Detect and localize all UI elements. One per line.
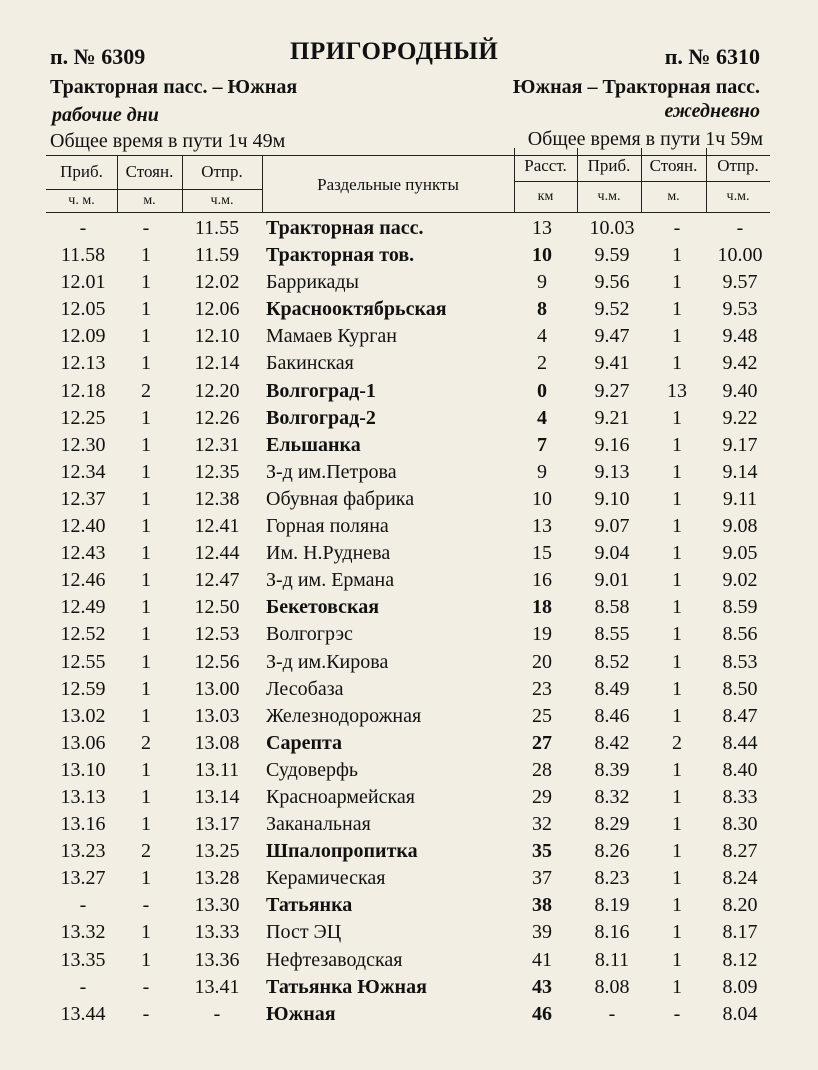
station-name: З-д им.Петрова bbox=[266, 460, 397, 483]
return-stop-minutes: 1 bbox=[672, 569, 682, 592]
arrival-time: 12.43 bbox=[60, 542, 106, 565]
return-stop-minutes: 1 bbox=[672, 867, 682, 890]
stop-minutes: 1 bbox=[141, 271, 151, 294]
arrival-time: 12.52 bbox=[60, 623, 106, 646]
stop-minutes: 1 bbox=[141, 948, 151, 971]
arrival-time: 13.06 bbox=[60, 731, 106, 754]
departure-time: 13.28 bbox=[194, 867, 240, 890]
arrival-time: 13.23 bbox=[60, 840, 106, 863]
return-stop-minutes: 1 bbox=[672, 352, 682, 375]
departure-time: 12.26 bbox=[194, 406, 240, 429]
right-route: Южная – Тракторная пасс. bbox=[512, 76, 760, 98]
return-arrival-time: 9.04 bbox=[594, 542, 630, 565]
return-stop-minutes: 13 bbox=[667, 379, 687, 402]
return-arrival-time: 8.55 bbox=[594, 623, 630, 646]
station-name: Горная поляна bbox=[266, 515, 389, 538]
stop-minutes: 2 bbox=[141, 379, 151, 402]
station-name: Волгоград-2 bbox=[266, 406, 376, 429]
table-row bbox=[0, 594, 818, 621]
departure-time: 12.06 bbox=[194, 298, 240, 321]
return-departure-time: 9.02 bbox=[722, 569, 758, 592]
departure-time: 13.41 bbox=[194, 975, 240, 998]
return-arrival-time: 9.41 bbox=[594, 352, 630, 375]
table-row bbox=[0, 838, 818, 865]
col-header-distance: Расст. bbox=[524, 156, 567, 175]
stop-minutes: - bbox=[142, 975, 150, 998]
departure-time: 12.44 bbox=[194, 542, 240, 565]
return-departure-time: 8.44 bbox=[722, 731, 758, 754]
stop-minutes: 1 bbox=[141, 406, 151, 429]
station-name: Татьянка bbox=[266, 894, 353, 917]
table-row bbox=[0, 513, 818, 540]
return-departure-time: 8.09 bbox=[722, 975, 758, 998]
return-stop-minutes: 1 bbox=[672, 758, 682, 781]
return-stop-minutes: 1 bbox=[672, 704, 682, 727]
arrival-time: 12.30 bbox=[60, 433, 106, 456]
return-stop-minutes: 1 bbox=[672, 623, 682, 646]
departure-time: 11.55 bbox=[194, 217, 240, 239]
table-row bbox=[0, 323, 818, 350]
stop-minutes: 1 bbox=[141, 352, 151, 375]
arrival-time: 12.40 bbox=[60, 515, 106, 538]
return-arrival-time: 9.13 bbox=[594, 460, 630, 483]
distance-km: 10 bbox=[532, 244, 552, 267]
return-stop-minutes: 1 bbox=[672, 244, 682, 267]
distance-km: 18 bbox=[532, 596, 552, 619]
return-departure-time: 8.47 bbox=[722, 704, 758, 727]
return-departure-time: 9.53 bbox=[722, 298, 758, 321]
arrival-time: 12.59 bbox=[60, 677, 106, 700]
return-departure-time: 9.48 bbox=[722, 325, 758, 348]
arrival-time: 12.05 bbox=[60, 298, 106, 321]
stop-minutes: 1 bbox=[141, 460, 151, 483]
col-header-arrival-return: Приб. bbox=[587, 156, 631, 175]
unit-departure-return: ч.м. bbox=[726, 189, 750, 204]
return-departure-time: 9.40 bbox=[722, 379, 758, 402]
stop-minutes: 1 bbox=[141, 569, 151, 592]
departure-time: 13.03 bbox=[194, 704, 240, 727]
station-name: Татьянка Южная bbox=[266, 975, 427, 998]
distance-km: 8 bbox=[537, 298, 547, 321]
departure-time: 13.17 bbox=[194, 813, 240, 836]
return-arrival-time: 8.23 bbox=[594, 867, 630, 890]
right-days: ежедневно bbox=[664, 100, 760, 122]
return-arrival-time: 9.16 bbox=[594, 433, 630, 456]
table-row bbox=[0, 459, 818, 486]
table-row bbox=[0, 865, 818, 892]
departure-time: 12.53 bbox=[194, 623, 240, 646]
arrival-time: 13.02 bbox=[60, 704, 106, 727]
return-arrival-time: 9.21 bbox=[594, 406, 630, 429]
return-stop-minutes: 1 bbox=[672, 948, 682, 971]
station-name: Им. Н.Руднева bbox=[266, 542, 391, 565]
col-header-stations: Раздельные пункты bbox=[317, 175, 459, 194]
station-name: Лесобаза bbox=[266, 677, 344, 700]
unit-arrival-return: ч.м. bbox=[597, 189, 621, 204]
station-name: Волгоград-1 bbox=[266, 379, 376, 402]
station-name: Нефтезаводская bbox=[266, 948, 403, 971]
distance-km: 9 bbox=[537, 271, 547, 294]
distance-km: 29 bbox=[532, 785, 552, 808]
distance-km: 20 bbox=[532, 650, 552, 673]
departure-time: 12.10 bbox=[194, 325, 240, 348]
return-departure-time: - bbox=[736, 217, 744, 239]
return-departure-time: 9.05 bbox=[722, 542, 758, 565]
distance-km: 13 bbox=[532, 217, 552, 239]
departure-time: 13.33 bbox=[194, 921, 240, 944]
station-name: Мамаев Курган bbox=[266, 325, 397, 348]
return-stop-minutes: 1 bbox=[672, 298, 682, 321]
col-header-arrival: Приб. bbox=[60, 162, 103, 181]
header-mid-line-right bbox=[514, 181, 770, 182]
arrival-time: 13.10 bbox=[60, 758, 106, 781]
arrival-time: 12.25 bbox=[60, 406, 106, 429]
left-total-time: Общее время в пути 1ч 49м bbox=[50, 130, 286, 152]
distance-km: 41 bbox=[532, 948, 552, 971]
departure-time: 12.02 bbox=[194, 271, 240, 294]
departure-time: 12.14 bbox=[194, 352, 240, 375]
distance-km: 32 bbox=[532, 813, 552, 836]
station-name: Судоверфь bbox=[266, 758, 359, 781]
stop-minutes: 1 bbox=[141, 704, 151, 727]
return-stop-minutes: 1 bbox=[672, 325, 682, 348]
return-arrival-time: 8.58 bbox=[594, 596, 630, 619]
departure-time: 12.50 bbox=[194, 596, 240, 619]
departure-time: 13.08 bbox=[194, 731, 240, 754]
station-name: Краснооктябрьская bbox=[266, 298, 447, 321]
arrival-time: - bbox=[79, 217, 87, 239]
left-route: Тракторная пасс. – Южная bbox=[50, 76, 298, 98]
return-arrival-time: 8.49 bbox=[594, 677, 630, 700]
stop-minutes: 1 bbox=[141, 325, 151, 348]
right-train-number: п. № 6310 bbox=[664, 44, 760, 69]
departure-time: 12.31 bbox=[194, 433, 240, 456]
table-row bbox=[0, 676, 818, 703]
return-departure-time: 8.04 bbox=[722, 1002, 758, 1025]
station-name: Заканальная bbox=[266, 813, 371, 836]
arrival-time: 12.01 bbox=[60, 271, 106, 294]
table-row bbox=[0, 350, 818, 377]
stop-minutes: 1 bbox=[141, 298, 151, 321]
stop-minutes: 1 bbox=[141, 867, 151, 890]
arrival-time: 12.18 bbox=[60, 379, 106, 402]
departure-time: - bbox=[213, 1002, 221, 1025]
table-row bbox=[0, 215, 818, 242]
station-name: Обувная фабрика bbox=[266, 487, 415, 510]
distance-km: 13 bbox=[532, 515, 552, 538]
return-arrival-time: 8.29 bbox=[594, 813, 630, 836]
unit-stop-return: м. bbox=[667, 189, 680, 204]
distance-km: 35 bbox=[532, 840, 552, 863]
return-departure-time: 9.08 bbox=[722, 515, 758, 538]
col-header-departure: Отпр. bbox=[201, 162, 243, 181]
return-stop-minutes: 1 bbox=[672, 894, 682, 917]
return-arrival-time: 8.32 bbox=[594, 785, 630, 808]
distance-km: 0 bbox=[537, 379, 547, 402]
return-departure-time: 9.11 bbox=[722, 487, 758, 510]
return-departure-time: 9.17 bbox=[722, 433, 758, 456]
return-arrival-time: - bbox=[608, 1002, 616, 1025]
return-departure-time: 9.14 bbox=[722, 460, 758, 483]
return-arrival-time: 9.56 bbox=[594, 271, 630, 294]
stop-minutes: 1 bbox=[141, 650, 151, 673]
arrival-time: 13.32 bbox=[60, 921, 106, 944]
distance-km: 25 bbox=[532, 704, 552, 727]
return-arrival-time: 8.08 bbox=[594, 975, 630, 998]
right-total-time: Общее время в пути 1ч 59м bbox=[527, 128, 763, 150]
stop-minutes: 2 bbox=[141, 731, 151, 754]
distance-km: 43 bbox=[532, 975, 552, 998]
departure-time: 13.14 bbox=[194, 785, 240, 808]
station-name: З-д им.Кирова bbox=[266, 650, 389, 673]
distance-km: 38 bbox=[532, 894, 552, 917]
station-name: Бакинская bbox=[266, 352, 354, 375]
table-row bbox=[0, 540, 818, 567]
return-arrival-time: 8.42 bbox=[594, 731, 630, 754]
arrival-time: 13.35 bbox=[60, 948, 106, 971]
arrival-time: 12.37 bbox=[60, 487, 106, 510]
return-arrival-time: 8.16 bbox=[594, 921, 630, 944]
station-name: Керамическая bbox=[266, 867, 386, 890]
return-departure-time: 8.27 bbox=[722, 840, 758, 863]
stop-minutes: 1 bbox=[141, 921, 151, 944]
return-departure-time: 8.30 bbox=[722, 813, 758, 836]
timetable-rows bbox=[0, 215, 818, 1028]
stop-minutes: 1 bbox=[141, 758, 151, 781]
return-departure-time: 8.40 bbox=[722, 758, 758, 781]
arrival-time: 13.27 bbox=[60, 867, 106, 890]
return-departure-time: 8.50 bbox=[722, 677, 758, 700]
return-arrival-time: 8.19 bbox=[594, 894, 630, 917]
station-name: Южная bbox=[266, 1002, 336, 1025]
table-row bbox=[0, 378, 818, 405]
stop-minutes: 1 bbox=[141, 623, 151, 646]
table-row bbox=[0, 974, 818, 1001]
arrival-time: 12.46 bbox=[60, 569, 106, 592]
left-train-number: п. № 6309 bbox=[50, 44, 146, 69]
return-stop-minutes: 1 bbox=[672, 596, 682, 619]
return-stop-minutes: 1 bbox=[672, 785, 682, 808]
return-stop-minutes: 1 bbox=[672, 650, 682, 673]
return-arrival-time: 8.46 bbox=[594, 704, 630, 727]
table-row bbox=[0, 947, 818, 974]
arrival-time: 12.55 bbox=[60, 650, 106, 673]
stop-minutes: 1 bbox=[141, 433, 151, 456]
station-name: Бекетовская bbox=[266, 596, 380, 619]
arrival-time: 12.09 bbox=[60, 325, 106, 348]
table-row bbox=[0, 649, 818, 676]
table-row bbox=[0, 405, 818, 432]
return-stop-minutes: 1 bbox=[672, 515, 682, 538]
stop-minutes: 1 bbox=[141, 515, 151, 538]
return-stop-minutes: 1 bbox=[672, 460, 682, 483]
return-arrival-time: 9.10 bbox=[594, 487, 630, 510]
departure-time: 13.11 bbox=[194, 758, 240, 781]
return-arrival-time: 8.52 bbox=[594, 650, 630, 673]
departure-time: 11.59 bbox=[194, 244, 240, 267]
return-arrival-time: 9.47 bbox=[594, 325, 630, 348]
return-stop-minutes: - bbox=[673, 217, 681, 239]
station-name: Сарепта bbox=[266, 731, 343, 754]
header-bottom-line bbox=[46, 212, 770, 213]
departure-time: 12.47 bbox=[194, 569, 240, 592]
return-stop-minutes: 1 bbox=[672, 975, 682, 998]
unit-stop: м. bbox=[143, 193, 156, 208]
return-departure-time: 8.56 bbox=[722, 623, 758, 646]
station-name: Железнодорожная bbox=[266, 704, 422, 727]
return-arrival-time: 8.26 bbox=[594, 840, 630, 863]
station-name: Тракторная пасс. bbox=[266, 217, 424, 239]
station-name: Ельшанка bbox=[266, 433, 361, 456]
distance-km: 4 bbox=[537, 325, 547, 348]
return-stop-minutes: 1 bbox=[672, 813, 682, 836]
table-row bbox=[0, 486, 818, 513]
stop-minutes: 1 bbox=[141, 813, 151, 836]
return-departure-time: 9.42 bbox=[722, 352, 758, 375]
stop-minutes: 1 bbox=[141, 244, 151, 267]
arrival-time: - bbox=[79, 975, 87, 998]
col-header-stop: Стоян. bbox=[125, 162, 174, 181]
distance-km: 2 bbox=[537, 352, 547, 375]
departure-time: 12.35 bbox=[194, 460, 240, 483]
return-arrival-time: 9.52 bbox=[594, 298, 630, 321]
distance-km: 28 bbox=[532, 758, 552, 781]
return-stop-minutes: 1 bbox=[672, 921, 682, 944]
departure-time: 12.20 bbox=[194, 379, 240, 402]
departure-time: 13.00 bbox=[194, 677, 240, 700]
departure-time: 13.30 bbox=[194, 894, 240, 917]
table-row bbox=[0, 296, 818, 323]
return-departure-time: 8.17 bbox=[722, 921, 758, 944]
distance-km: 46 bbox=[532, 1002, 552, 1025]
return-stop-minutes: - bbox=[673, 1002, 681, 1025]
stop-minutes: 1 bbox=[141, 677, 151, 700]
return-stop-minutes: 2 bbox=[672, 731, 682, 754]
return-arrival-time: 8.11 bbox=[594, 948, 630, 971]
distance-km: 4 bbox=[537, 406, 547, 429]
table-row bbox=[0, 811, 818, 838]
stop-minutes: 1 bbox=[141, 596, 151, 619]
departure-time: 13.36 bbox=[194, 948, 240, 971]
table-row bbox=[0, 242, 818, 269]
station-name: Шпалопропитка bbox=[266, 840, 418, 863]
distance-km: 19 bbox=[532, 623, 552, 646]
stop-minutes: 1 bbox=[141, 487, 151, 510]
return-stop-minutes: 1 bbox=[672, 677, 682, 700]
arrival-time: 12.13 bbox=[60, 352, 106, 375]
return-departure-time: 10.00 bbox=[717, 244, 763, 267]
table-row bbox=[0, 432, 818, 459]
departure-time: 12.56 bbox=[194, 650, 240, 673]
distance-km: 27 bbox=[532, 731, 552, 754]
return-stop-minutes: 1 bbox=[672, 542, 682, 565]
table-row bbox=[0, 621, 818, 648]
table-row bbox=[0, 892, 818, 919]
arrival-time: 12.49 bbox=[60, 596, 106, 619]
distance-km: 23 bbox=[532, 677, 552, 700]
stop-minutes: - bbox=[142, 894, 150, 917]
return-departure-time: 9.22 bbox=[722, 406, 758, 429]
table-row bbox=[0, 269, 818, 296]
left-days: рабочие дни bbox=[52, 104, 159, 126]
table-row bbox=[0, 919, 818, 946]
stop-minutes: - bbox=[142, 217, 150, 239]
distance-km: 10 bbox=[532, 487, 552, 510]
table-row bbox=[0, 1001, 818, 1028]
arrival-time: 13.44 bbox=[60, 1002, 106, 1025]
arrival-time: 13.16 bbox=[60, 813, 106, 836]
return-departure-time: 8.59 bbox=[722, 596, 758, 619]
return-stop-minutes: 1 bbox=[672, 271, 682, 294]
return-departure-time: 8.20 bbox=[722, 894, 758, 917]
return-departure-time: 8.24 bbox=[722, 867, 758, 890]
return-arrival-time: 9.59 bbox=[594, 244, 630, 267]
return-stop-minutes: 1 bbox=[672, 406, 682, 429]
departure-time: 12.41 bbox=[194, 515, 240, 538]
station-name: Баррикады bbox=[266, 271, 359, 294]
return-stop-minutes: 1 bbox=[672, 840, 682, 863]
arrival-time: 13.13 bbox=[60, 785, 106, 808]
distance-km: 9 bbox=[537, 460, 547, 483]
unit-departure: ч.м. bbox=[210, 193, 234, 208]
distance-km: 15 bbox=[532, 542, 552, 565]
station-name: Пост ЭЦ bbox=[266, 921, 342, 944]
table-row bbox=[0, 784, 818, 811]
station-name: Красноармейская bbox=[266, 785, 415, 808]
departure-time: 13.25 bbox=[194, 840, 240, 863]
page-title: ПРИГОРОДНЫЙ bbox=[290, 38, 499, 65]
stop-minutes: 1 bbox=[141, 542, 151, 565]
table-row bbox=[0, 703, 818, 730]
table-row bbox=[0, 757, 818, 784]
unit-distance: км bbox=[537, 189, 554, 204]
station-name: Тракторная тов. bbox=[266, 244, 415, 267]
return-departure-time: 9.57 bbox=[722, 271, 758, 294]
return-stop-minutes: 1 bbox=[672, 487, 682, 510]
station-name: Волгогрэс bbox=[266, 623, 353, 646]
unit-arrival: ч. м. bbox=[68, 193, 95, 208]
distance-km: 16 bbox=[532, 569, 552, 592]
station-name: З-д им. Ермана bbox=[266, 569, 395, 592]
distance-km: 37 bbox=[532, 867, 552, 890]
return-arrival-time: 10.03 bbox=[589, 217, 635, 239]
return-departure-time: 8.33 bbox=[722, 785, 758, 808]
return-stop-minutes: 1 bbox=[672, 433, 682, 456]
return-arrival-time: 9.27 bbox=[594, 379, 630, 402]
header-mid-line-left bbox=[46, 189, 262, 190]
arrival-time: 11.58 bbox=[60, 244, 106, 267]
departure-time: 12.38 bbox=[194, 487, 240, 510]
return-arrival-time: 8.39 bbox=[594, 758, 630, 781]
return-departure-time: 8.12 bbox=[722, 948, 758, 971]
stop-minutes: - bbox=[142, 1002, 150, 1025]
arrival-time: 12.34 bbox=[60, 460, 106, 483]
return-arrival-time: 9.01 bbox=[594, 569, 630, 592]
col-header-departure-return: Отпр. bbox=[717, 156, 759, 175]
table-row bbox=[0, 567, 818, 594]
stop-minutes: 1 bbox=[141, 785, 151, 808]
arrival-time: - bbox=[79, 894, 87, 917]
return-departure-time: 8.53 bbox=[722, 650, 758, 673]
col-header-stop-return: Стоян. bbox=[649, 156, 698, 175]
stop-minutes: 2 bbox=[141, 840, 151, 863]
table-row bbox=[0, 730, 818, 757]
distance-km: 7 bbox=[537, 433, 547, 456]
return-arrival-time: 9.07 bbox=[594, 515, 630, 538]
distance-km: 39 bbox=[532, 921, 552, 944]
